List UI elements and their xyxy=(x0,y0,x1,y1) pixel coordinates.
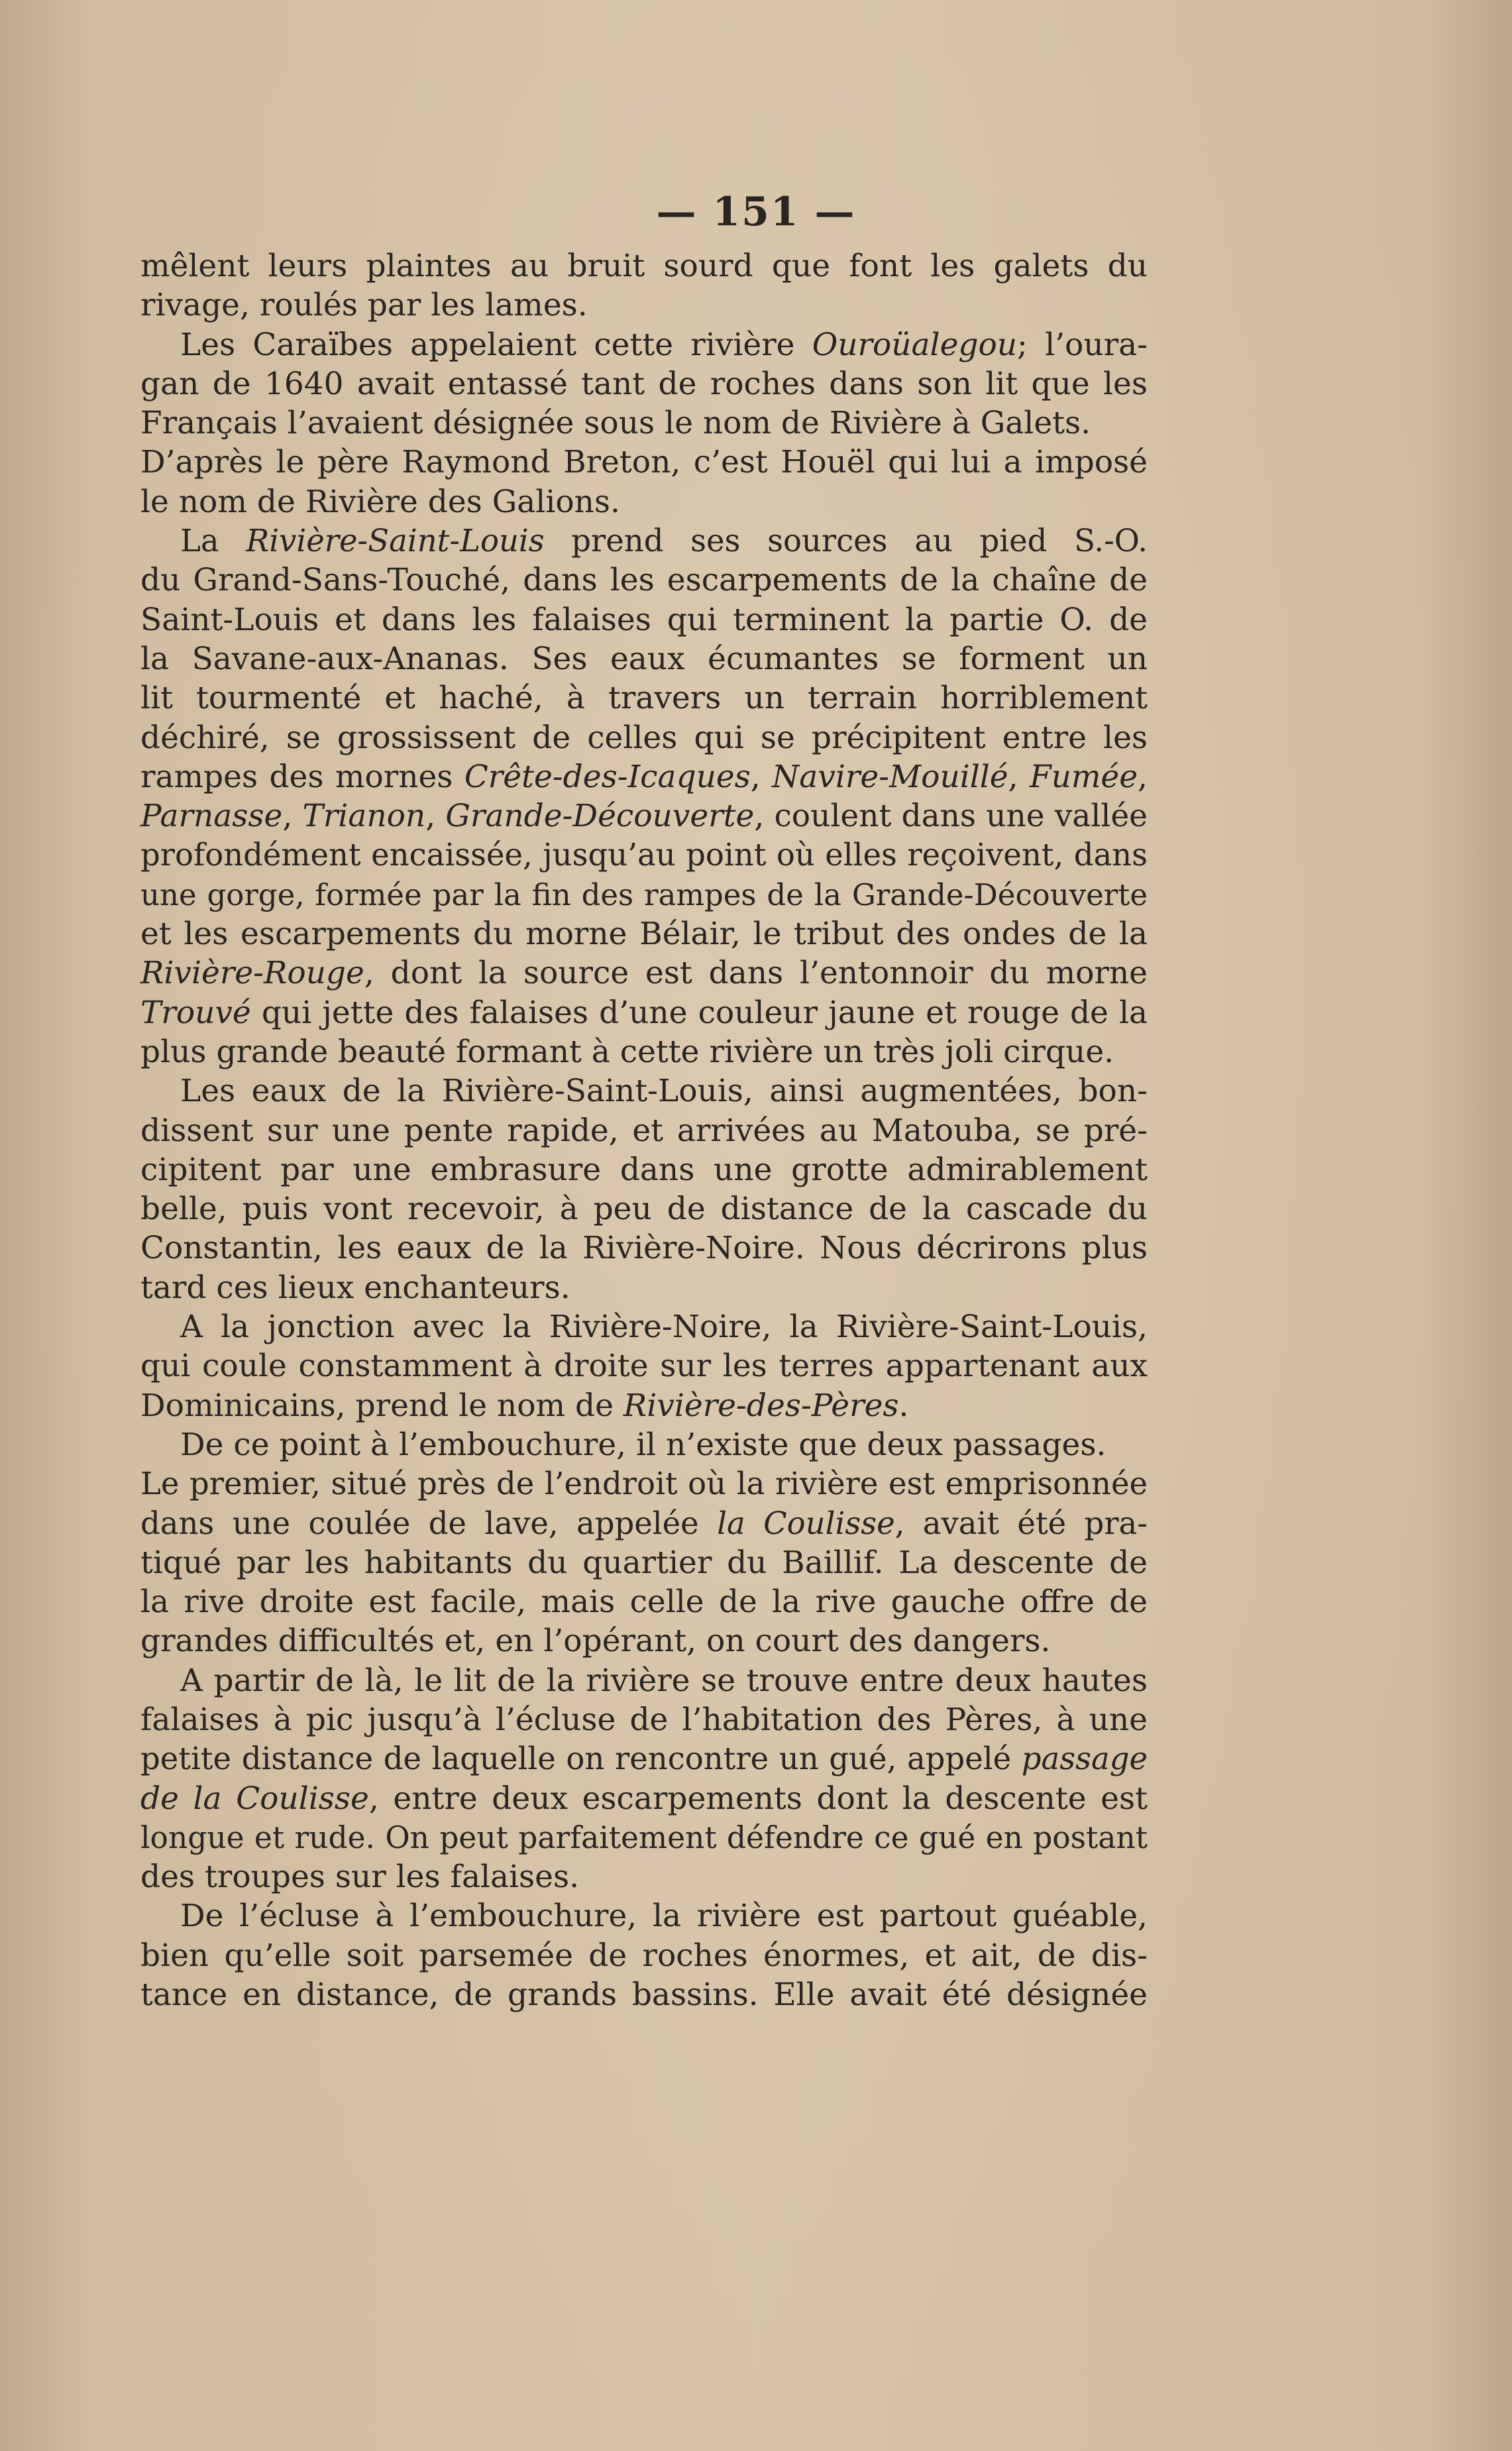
text-line xyxy=(140,1464,1148,1503)
text-segment: dissent sur une pente rapide, et arrivées au Matouba, se pré- xyxy=(140,1112,1148,1149)
text-line xyxy=(140,1896,1148,1935)
text-segment: , xyxy=(1138,758,1148,795)
text-segment: , dont la source est dans l’entonnoir du morne xyxy=(364,955,1148,992)
text-segment: , coulent dans une vallée xyxy=(754,798,1148,835)
italic-text: Fumée xyxy=(1029,758,1138,795)
text-segment: , xyxy=(1008,758,1030,795)
text-line xyxy=(140,1543,1148,1582)
text-segment: plus grande beauté formant à cette rivière un très joli cirque. xyxy=(140,1033,1114,1070)
italic-text: Navire-Mouillé xyxy=(772,758,1008,795)
text-line xyxy=(140,1700,1148,1739)
text-segment: cipitent par une embrasure dans une grotte admirablement xyxy=(140,1151,1148,1188)
text-line xyxy=(140,1936,1148,1975)
text-segment: et les escarpements du morne Bélair, le tribut des ondes de la xyxy=(140,916,1148,953)
italic-text: Trouvé xyxy=(140,994,251,1031)
text-segment: tiqué par les habitants du quartier du Baillif. La descente de xyxy=(140,1544,1148,1581)
text-line xyxy=(140,1425,1148,1464)
text-segment: petite distance de laquelle on rencontre un gué, appelé xyxy=(140,1741,1022,1777)
text-line xyxy=(140,914,1148,953)
text-segment: Saint-Louis et dans les falaises qui terminent la partie O. de xyxy=(140,601,1148,638)
text-segment: De ce point à l’embouchure, il n’existe que deux passages. xyxy=(180,1426,1107,1463)
text-segment: falaises à pic jusqu’à l’écluse de l’habitation des Pères, à une xyxy=(140,1701,1148,1738)
text-segment: bien qu’elle soit parsemée de roches énormes, et ait, de dis- xyxy=(140,1937,1148,1974)
text-line xyxy=(140,1661,1148,1700)
italic-text: de la Coulisse xyxy=(140,1780,369,1817)
text-line xyxy=(140,993,1148,1032)
text-line xyxy=(140,561,1148,600)
text-segment: A la jonction avec la Rivière-Noire, la Rivière-Saint-Louis, xyxy=(180,1309,1148,1346)
text-segment: Les Caraïbes appelaient cette rivière xyxy=(180,326,812,363)
text-segment: grandes difficultés et, en l’opérant, on court des dangers. xyxy=(140,1623,1051,1660)
text-line xyxy=(140,1111,1148,1150)
text-segment: , xyxy=(425,798,446,835)
italic-text: Rivière-des-Pères xyxy=(623,1387,899,1424)
text-line xyxy=(140,364,1148,404)
text-segment: qui coule constamment à droite sur les terres appartenant aux xyxy=(140,1348,1148,1385)
text-line xyxy=(140,1779,1148,1818)
text-segment: tance en distance, de grands bassins. Elle avait été désignée xyxy=(140,1977,1148,2014)
text-line xyxy=(140,1150,1148,1189)
italic-text: Parnasse xyxy=(140,798,283,835)
text-line xyxy=(140,1071,1148,1111)
text-line xyxy=(140,443,1148,482)
body-text xyxy=(140,246,1148,2014)
page-number: — 151 — xyxy=(656,189,856,235)
text-line xyxy=(140,1504,1148,1543)
italic-text: Rivière-Saint-Louis xyxy=(246,523,545,559)
text-segment: A partir de là, le lit de la rivière se trouve entre deux hautes xyxy=(180,1662,1148,1699)
text-segment: , xyxy=(282,798,303,835)
text-segment: Constantin, les eaux de la Rivière-Noire. Nous décrirons plus xyxy=(140,1230,1148,1267)
text-line xyxy=(140,1739,1148,1778)
text-segment: longue et rude. On peut parfaitement défendre ce gué en postant xyxy=(140,1820,1148,1855)
text-line xyxy=(140,1818,1148,1857)
text-line xyxy=(140,875,1148,914)
text-line xyxy=(140,404,1148,443)
text-line xyxy=(140,1621,1148,1661)
text-segment: qui jette des falaises d’une couleur jaune et rouge de la xyxy=(250,994,1148,1031)
text-segment: , xyxy=(750,758,773,795)
text-segment: des troupes sur les falaises. xyxy=(140,1859,580,1896)
text-line xyxy=(140,679,1148,718)
text-line xyxy=(140,286,1148,325)
text-line xyxy=(140,796,1148,836)
text-segment: la Savane-aux-Ananas. Ses eaux écumantes se forment un xyxy=(140,640,1148,677)
italic-text: Ouroüalegou xyxy=(812,326,1018,363)
text-line xyxy=(140,600,1148,639)
text-line xyxy=(140,246,1148,286)
text-line xyxy=(140,1228,1148,1268)
text-line xyxy=(140,836,1148,875)
text-segment: la rive droite est facile, mais celle de la rive gauche offre de xyxy=(140,1584,1148,1621)
text-segment: Dominicains, prend le nom de xyxy=(140,1387,623,1424)
text-line xyxy=(140,1307,1148,1346)
text-segment: Les eaux de la Rivière-Saint-Louis, ainsi augmentées, bon- xyxy=(180,1073,1148,1110)
text-segment: une gorge, formée par la fin des rampes de la Grande-Découverte xyxy=(140,877,1148,912)
text-line xyxy=(140,757,1148,796)
text-segment: , entre deux escarpements dont la descente est xyxy=(368,1780,1148,1817)
text-segment: Français l’avaient désignée sous le nom de Rivière à Galets. xyxy=(140,405,1091,442)
text-segment: ; l’oura- xyxy=(1017,326,1148,363)
text-line xyxy=(140,482,1148,521)
text-segment: Le premier, situé près de l’endroit où la rivière est emprisonnée xyxy=(140,1466,1148,1502)
text-segment: belle, puis vont recevoir, à peu de distance de la cascade du xyxy=(140,1191,1148,1228)
text-line xyxy=(140,1189,1148,1228)
text-segment: lit tourmenté et haché, à travers un terrain horriblement xyxy=(140,680,1148,717)
text-segment: rampes des mornes xyxy=(140,758,464,795)
text-line xyxy=(140,521,1148,561)
text-segment: D’après le père Raymond Breton, c’est Houël qui lui a imposé xyxy=(140,444,1148,481)
text-segment: La xyxy=(180,523,246,559)
italic-text: Trianon xyxy=(302,798,426,835)
text-line xyxy=(140,1975,1148,2014)
text-segment: profondément encaissée, jusqu’au point où elles reçoivent, dans xyxy=(140,837,1148,873)
text-segment: prend ses sources au pied S.-O. xyxy=(544,523,1148,559)
text-line xyxy=(140,718,1148,757)
text-line xyxy=(140,1032,1148,1071)
text-segment: du Grand-Sans-Touché, dans les escarpements de la chaîne de xyxy=(140,562,1148,599)
text-line xyxy=(140,1582,1148,1621)
text-segment: le nom de Rivière des Galions. xyxy=(140,483,620,520)
italic-text: Crête-des-Icaques xyxy=(464,758,751,795)
text-segment: déchiré, se grossissent de celles qui se précipitent entre les xyxy=(140,719,1148,756)
text-segment: dans une coulée de lave, appelée xyxy=(140,1505,718,1541)
text-line xyxy=(140,325,1148,364)
text-segment: tard ces lieux enchanteurs. xyxy=(140,1269,570,1306)
text-line xyxy=(140,1346,1148,1386)
text-line xyxy=(140,1857,1148,1896)
text-segment: rivage, roulés par les lames. xyxy=(140,287,588,324)
text-line xyxy=(140,953,1148,993)
italic-text: passage xyxy=(1021,1741,1148,1777)
text-segment: De l’écluse à l’embouchure, la rivière est partout guéable, xyxy=(180,1898,1148,1935)
text-line xyxy=(140,1268,1148,1307)
text-segment: gan de 1640 avait entassé tant de roches dans son lit que les xyxy=(140,365,1148,402)
text-segment: mêlent leurs plaintes au bruit sourd que font les galets du xyxy=(140,248,1148,284)
text-line xyxy=(140,639,1148,679)
text-segment: , avait été pra- xyxy=(894,1505,1148,1541)
italic-text: Rivière-Rouge xyxy=(140,955,364,992)
text-line xyxy=(140,1386,1148,1425)
text-segment: . xyxy=(898,1387,909,1424)
italic-text: Grande-Découverte xyxy=(445,798,755,835)
italic-text: la Coulisse xyxy=(717,1505,895,1541)
